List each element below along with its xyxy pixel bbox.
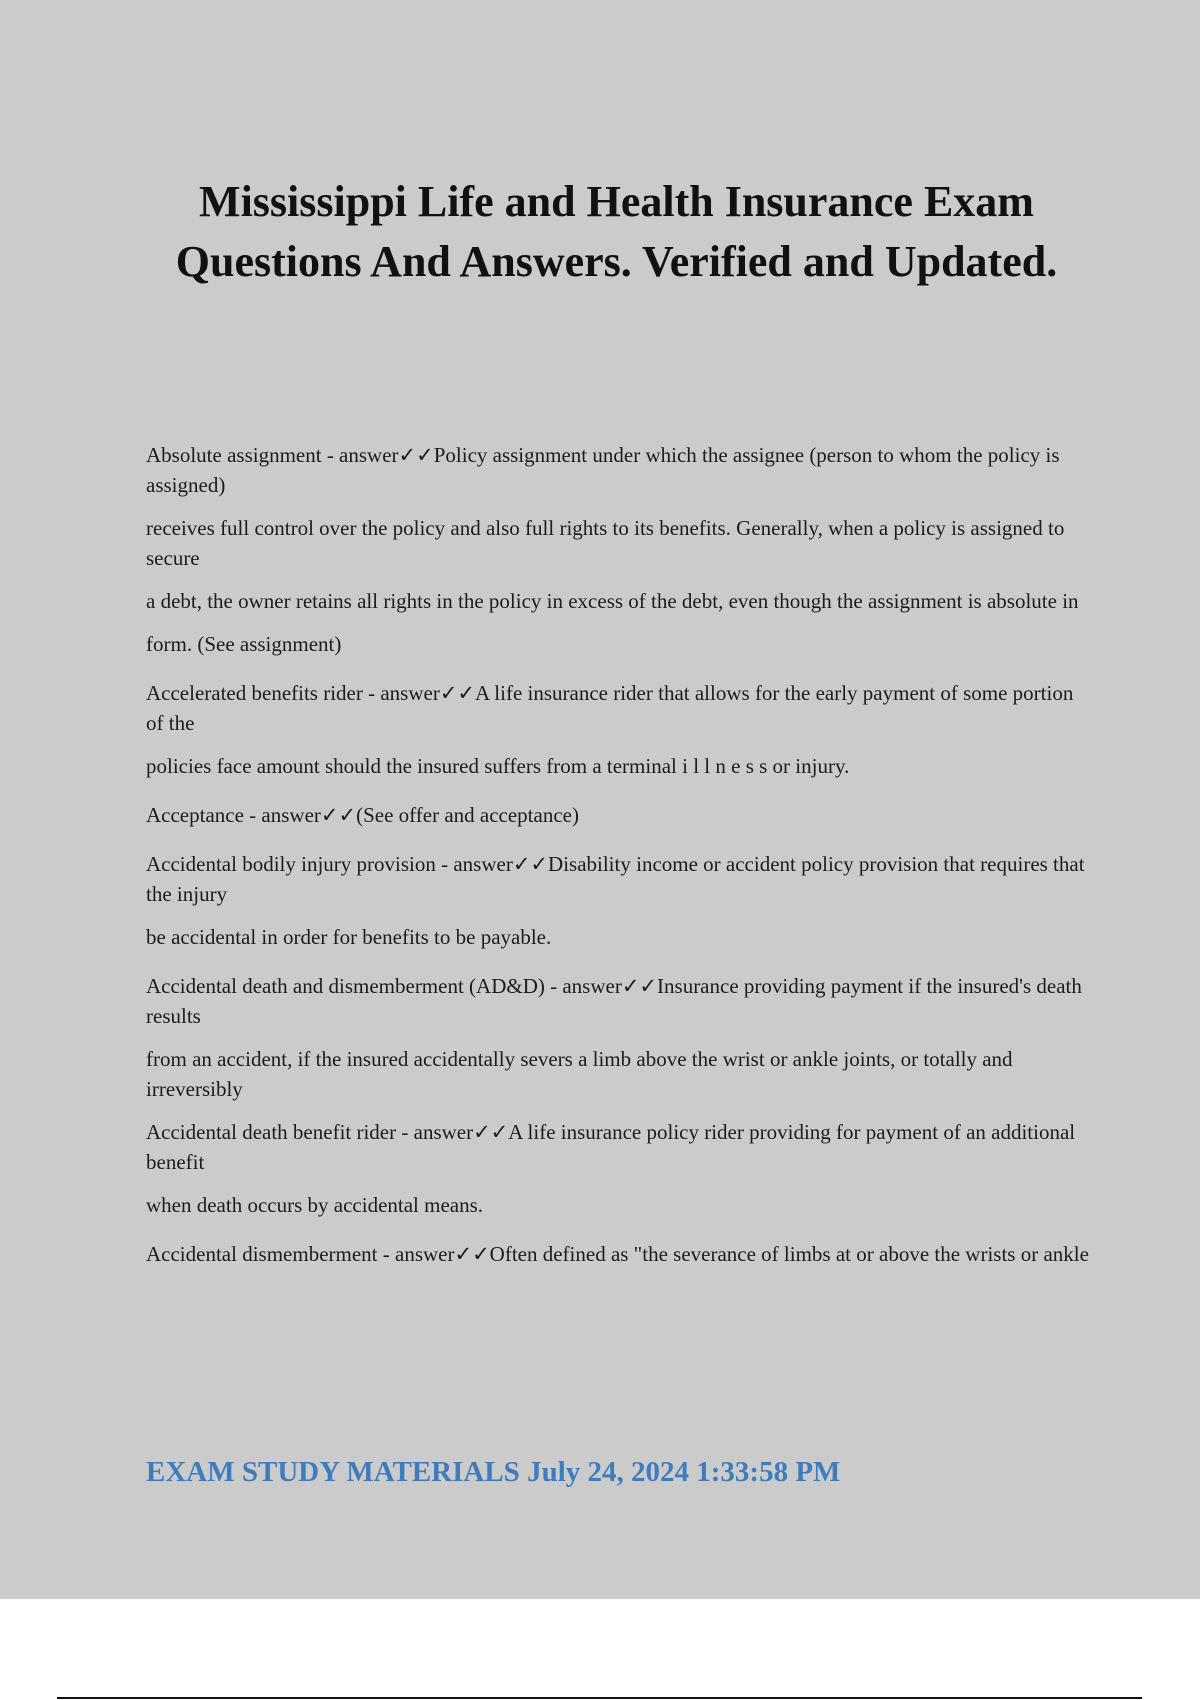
- body-paragraph: Accidental death and dismemberment (AD&D) - answer✓✓Insurance providing payment if the insured's death results: [146, 974, 1082, 1028]
- document-title: Mississippi Life and Health Insurance Exam Questions And Answers. Verified and Updated.: [175, 177, 1058, 286]
- body-paragraph: Accidental death benefit rider - answer✓✓A life insurance policy rider providing for payment of an additional benefit: [146, 1120, 1076, 1174]
- body-paragraph: Accelerated benefits rider - answer✓✓A life insurance rider that allows for the early payment of some portion of the: [146, 681, 1074, 735]
- body-paragraph: be accidental in order for benefits to be payable.: [146, 925, 552, 949]
- body-paragraph: Accidental dismemberment - answer✓✓Often defined as "the severance of limbs at or above the wrists or ankle: [146, 1242, 1089, 1266]
- page-divider: [57, 1697, 1142, 1699]
- body-paragraph: when death occurs by accidental means.: [146, 1193, 484, 1217]
- body-paragraph: Acceptance - answer✓✓(See offer and acceptance): [146, 803, 579, 827]
- body-paragraph: a debt, the owner retains all rights in the policy in excess of the debt, even though the assignment is absolute in: [146, 589, 1079, 613]
- body-paragraph: from an accident, if the insured accidentally severs a limb above the wrist or ankle joints, or totally and irreversibly: [146, 1047, 1013, 1101]
- body-paragraph: Accidental bodily injury provision - answer✓✓Disability income or accident policy provision that requires that the injury: [146, 852, 1085, 906]
- body-paragraph: form. (See assignment): [146, 632, 342, 656]
- document-body: [146, 440, 1096, 1282]
- body-paragraph: receives full control over the policy and also full rights to its benefits. Generally, when a policy is assigned to secure: [146, 516, 1065, 570]
- footer-timestamp: EXAM STUDY MATERIALS July 24, 2024 1:33:58 PM: [146, 1456, 841, 1488]
- body-paragraph: policies face amount should the insured suffers from a terminal i l l n e s s or injury.: [146, 754, 850, 778]
- body-paragraph: Absolute assignment - answer✓✓Policy assignment under which the assignee (person to whom the policy is assigned): [146, 443, 1060, 497]
